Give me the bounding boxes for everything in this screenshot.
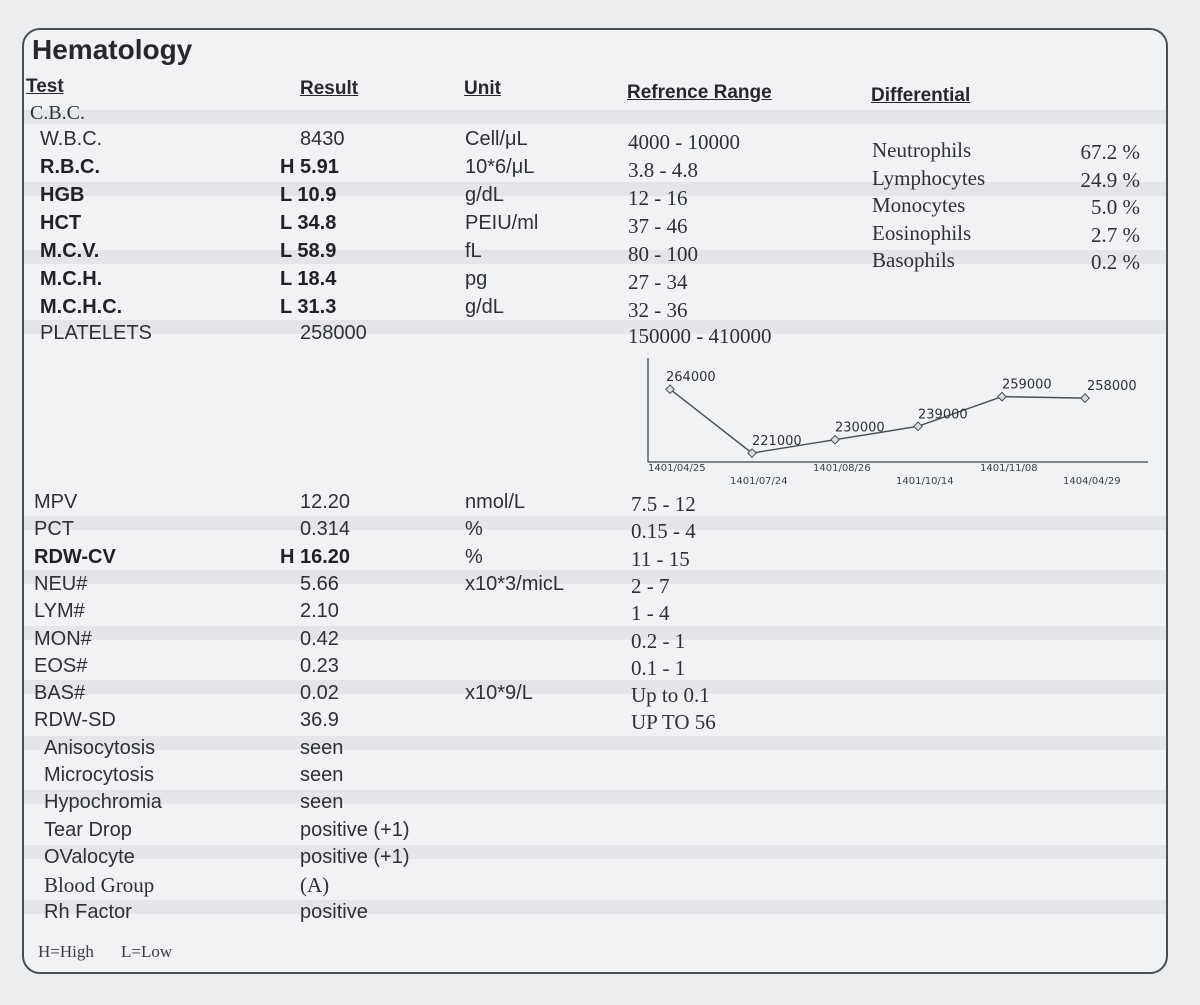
x-tick-label: 1401/11/08 — [980, 463, 1038, 474]
test-result: positive (+1) — [300, 845, 410, 868]
test-name: W.B.C. — [40, 128, 103, 150]
test-result: 0.42 — [300, 627, 339, 650]
test-unit: 10*6/μL — [465, 156, 535, 178]
test-result: 258000 — [300, 322, 367, 344]
data-label: 230000 — [835, 420, 885, 436]
platelet-trend-chart — [640, 350, 1160, 500]
differential-value: 0.2 % — [1091, 250, 1140, 274]
test-unit: fL — [465, 240, 482, 262]
test-range: 27 - 34 — [628, 270, 688, 294]
test-result: 5.66 — [300, 572, 339, 595]
test-name: PCT — [34, 518, 74, 541]
test-name: R.B.C. — [40, 156, 100, 178]
test-result: L 10.9 — [280, 184, 337, 206]
section-cbc: C.B.C. — [30, 102, 86, 124]
test-name: OValocyte — [44, 845, 135, 868]
test-result: positive — [300, 900, 368, 923]
x-tick-label: 1401/10/14 — [896, 476, 954, 487]
test-result: L 58.9 — [280, 240, 337, 262]
data-point — [914, 422, 922, 430]
test-range: UP TO 56 — [631, 710, 716, 735]
test-range: 2 - 7 — [631, 573, 670, 598]
test-result: L 31.3 — [280, 296, 337, 318]
test-result: seen — [300, 764, 344, 786]
test-range: 150000 - 410000 — [628, 324, 772, 348]
test-unit: PEIU/ml — [465, 212, 539, 234]
x-tick-label: 1404/04/29 — [1063, 476, 1121, 487]
header-reference-range: Refrence Range — [627, 82, 772, 103]
test-name: Hypochromia — [44, 791, 162, 814]
test-name: RDW-SD — [34, 709, 116, 732]
test-result: L 34.8 — [280, 212, 337, 234]
differential-name: Basophils — [872, 248, 955, 272]
test-range: 3.8 - 4.8 — [628, 158, 698, 182]
differential-value: 24.9 % — [1080, 167, 1140, 192]
differential-value: 5.0 % — [1091, 195, 1140, 219]
test-range: 4000 - 10000 — [628, 130, 740, 154]
test-range: 1 - 4 — [631, 601, 670, 626]
report-sheet — [22, 28, 1168, 974]
data-label: 239000 — [918, 407, 968, 423]
test-range: 0.2 - 1 — [631, 628, 686, 653]
header-result: Result — [300, 78, 359, 99]
test-name: Microcytosis — [44, 764, 155, 786]
differential-value: 67.2 % — [1080, 140, 1140, 164]
test-name: LYM# — [34, 600, 85, 623]
test-name: Blood Group — [44, 873, 155, 898]
test-result: 0.314 — [300, 518, 351, 541]
header-differential: Differential — [871, 85, 971, 106]
data-point — [1081, 394, 1089, 402]
x-tick-label: 1401/04/25 — [648, 463, 706, 474]
test-name: RDW-CV — [34, 545, 116, 568]
test-unit: nmol/L — [465, 491, 526, 513]
test-unit: g/dL — [465, 184, 504, 206]
test-range: 32 - 36 — [628, 298, 688, 322]
test-name: Anisocytosis — [44, 736, 156, 759]
test-range: 11 - 15 — [631, 546, 690, 571]
test-result: 36.9 — [300, 709, 339, 732]
test-unit: x10*3/micL — [465, 572, 564, 595]
test-result: seen — [300, 791, 344, 814]
legend-low: L=Low — [121, 942, 173, 961]
data-label: 221000 — [752, 434, 802, 450]
test-result: 2.10 — [300, 600, 339, 623]
test-range: Up to 0.1 — [631, 683, 710, 708]
test-name: M.C.H.C. — [40, 296, 123, 318]
test-unit: pg — [465, 268, 488, 290]
differential-name: Eosinophils — [872, 220, 972, 245]
test-name: MPV — [34, 491, 78, 513]
test-result: H 16.20 — [280, 545, 351, 568]
header-unit: Unit — [464, 78, 501, 99]
differential-name: Lymphocytes — [872, 165, 986, 190]
test-unit: % — [465, 518, 483, 541]
background-stripes — [24, 30, 1166, 972]
test-name: PLATELETS — [40, 322, 152, 344]
header-test: Test — [26, 76, 64, 97]
test-name: M.C.V. — [40, 240, 100, 262]
test-result: H 5.91 — [280, 156, 339, 178]
test-result: (A) — [300, 873, 330, 898]
test-unit: x10*9/L — [465, 682, 533, 705]
data-point — [998, 392, 1006, 400]
test-result: L 18.4 — [280, 268, 337, 290]
x-tick-label: 1401/08/26 — [813, 463, 871, 474]
test-result: 0.02 — [300, 682, 339, 705]
test-range: 0.15 - 4 — [631, 519, 696, 544]
differential-value: 2.7 % — [1091, 222, 1140, 247]
test-name: M.C.H. — [40, 268, 103, 290]
test-name: NEU# — [34, 572, 88, 595]
test-unit: % — [465, 545, 483, 568]
data-label: 259000 — [1002, 377, 1052, 393]
test-unit: g/dL — [465, 296, 504, 318]
test-name: BAS# — [34, 682, 86, 705]
test-result: seen — [300, 736, 344, 759]
test-range: 80 - 100 — [628, 242, 698, 266]
test-name: MON# — [34, 627, 92, 650]
data-label: 258000 — [1087, 379, 1137, 395]
x-tick-label: 1401/07/24 — [730, 476, 788, 487]
test-name: EOS# — [34, 654, 88, 677]
differential-name: Neutrophils — [872, 138, 972, 162]
test-name: HGB — [40, 184, 85, 206]
test-name: Tear Drop — [44, 818, 132, 841]
test-range: 37 - 46 — [628, 214, 688, 238]
test-result: 0.23 — [300, 654, 339, 677]
test-name: Rh Factor — [44, 900, 132, 923]
test-unit: Cell/μL — [465, 128, 528, 150]
test-range: 0.1 - 1 — [631, 655, 686, 680]
test-range: 12 - 16 — [628, 186, 688, 210]
report-title: Hematology — [32, 34, 193, 65]
test-result: 8430 — [300, 128, 345, 150]
test-result: 12.20 — [300, 491, 351, 513]
test-name: HCT — [40, 212, 82, 234]
data-label: 264000 — [666, 370, 716, 386]
test-result: positive (+1) — [300, 818, 410, 841]
test-range: 7.5 - 12 — [631, 492, 696, 516]
differential-name: Monocytes — [872, 193, 966, 217]
data-point — [831, 435, 839, 443]
legend-high: H=High — [38, 942, 94, 961]
